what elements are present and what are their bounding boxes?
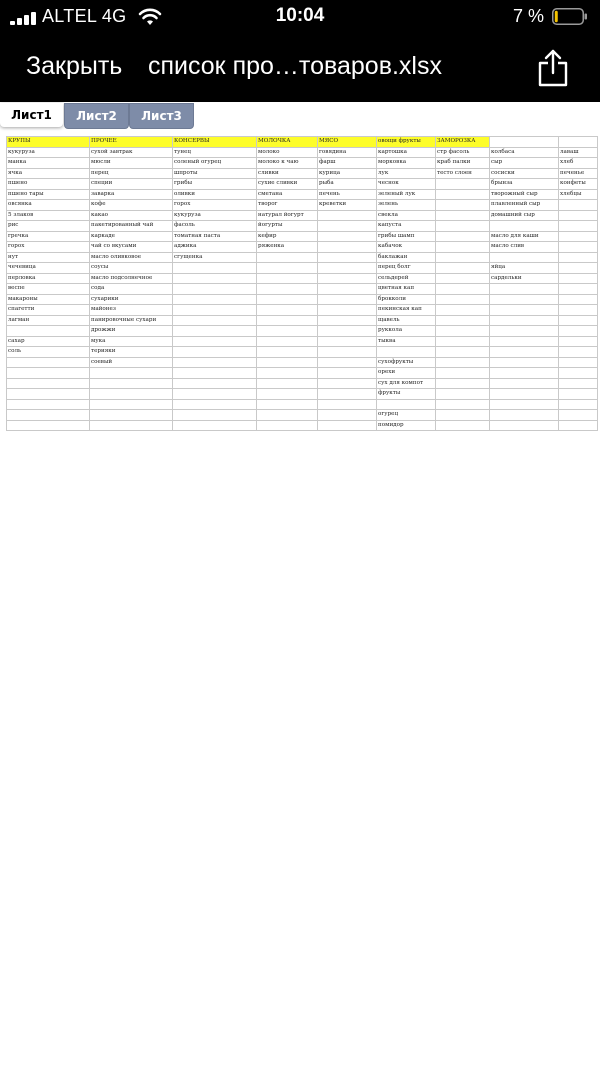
table-cell[interactable]: картошка (377, 147, 436, 158)
table-cell[interactable]: сельдерей (377, 273, 436, 284)
table-cell[interactable] (318, 326, 377, 337)
table-cell[interactable] (318, 305, 377, 316)
table-cell[interactable] (559, 315, 598, 326)
table-cell[interactable] (318, 399, 377, 410)
table-cell[interactable]: дрожжи (90, 326, 173, 337)
table-cell[interactable]: брокколи (377, 294, 436, 305)
table-cell[interactable]: тыква (377, 336, 436, 347)
table-cell[interactable] (173, 284, 257, 295)
table-cell[interactable] (559, 410, 598, 421)
table-cell[interactable] (257, 410, 318, 421)
table-row (7, 231, 598, 242)
table-cell[interactable] (490, 410, 559, 421)
table-cell[interactable]: мюсли (90, 158, 173, 169)
table-cell[interactable] (318, 273, 377, 284)
table-cell[interactable]: сухофрукты (377, 357, 436, 368)
battery-icon (552, 8, 588, 25)
table-cell[interactable] (436, 315, 490, 326)
table-cell[interactable]: руккола (377, 326, 436, 337)
table-cell[interactable] (257, 378, 318, 389)
table-cell[interactable]: грибы шамп (377, 231, 436, 242)
table-cell[interactable] (436, 357, 490, 368)
table-cell[interactable] (257, 326, 318, 337)
table-cell[interactable] (490, 420, 559, 431)
table-cell[interactable] (173, 263, 257, 274)
table-cell[interactable] (436, 305, 490, 316)
table-cell[interactable]: масло для каши (490, 231, 559, 242)
table-cell[interactable]: натурал йогурт (257, 210, 318, 221)
table-cell[interactable] (559, 210, 598, 221)
table-cell[interactable] (318, 221, 377, 232)
header-cell[interactable]: ЗАМОРОЗКА (436, 137, 490, 148)
tab-sheet-2[interactable]: Лист2 (64, 103, 129, 129)
table-cell[interactable] (490, 399, 559, 410)
clock: 10:04 (275, 5, 325, 26)
table-cell[interactable] (559, 378, 598, 389)
table-cell[interactable] (436, 368, 490, 379)
table-cell[interactable] (436, 399, 490, 410)
table-cell[interactable] (436, 242, 490, 253)
table-cell[interactable] (257, 305, 318, 316)
table-row (7, 263, 598, 274)
table-cell[interactable]: пшено (7, 179, 90, 190)
table-cell[interactable]: соленый огурец (173, 158, 257, 169)
table-row (7, 294, 598, 305)
table-cell[interactable]: сосиски (490, 168, 559, 179)
table-cell[interactable]: брынза (490, 179, 559, 190)
status-bar (0, 0, 600, 34)
table-row (7, 326, 598, 337)
table-cell[interactable] (90, 368, 173, 379)
table-cell[interactable]: тунец (173, 147, 257, 158)
table-cell[interactable]: овсянка (7, 200, 90, 211)
table-row (7, 420, 598, 431)
table-cell[interactable] (318, 357, 377, 368)
table-cell[interactable]: майонез (90, 305, 173, 316)
table-cell[interactable] (436, 284, 490, 295)
table-cell[interactable]: сухарики (90, 294, 173, 305)
header-cell[interactable]: овощи фрукты (377, 137, 436, 148)
table-cell[interactable]: макароны (7, 294, 90, 305)
table-row (7, 368, 598, 379)
table-cell[interactable] (173, 410, 257, 421)
table-row (7, 221, 598, 232)
table-cell[interactable] (173, 336, 257, 347)
sheet-tabs (0, 103, 600, 129)
table-row (7, 147, 598, 158)
table-row (7, 284, 598, 295)
table-cell[interactable]: соевый (90, 357, 173, 368)
table-cell[interactable] (90, 399, 173, 410)
battery-percent: 7 % (512, 6, 544, 26)
table-cell[interactable]: горох (7, 242, 90, 253)
table-cell[interactable]: лук (377, 168, 436, 179)
table-cell[interactable]: соль (7, 347, 90, 358)
table-cell[interactable]: специи (90, 179, 173, 190)
table-cell[interactable] (436, 336, 490, 347)
table-cell[interactable]: 5 злаков (7, 210, 90, 221)
table-cell[interactable]: говядина (318, 147, 377, 158)
table-cell[interactable]: кабачок (377, 242, 436, 253)
header-cell[interactable] (490, 137, 559, 148)
table-cell[interactable] (7, 378, 90, 389)
table-row (7, 389, 598, 400)
table-cell[interactable] (559, 284, 598, 295)
header-cell[interactable]: КОНСЕРВЫ (173, 137, 257, 148)
table-cell[interactable] (559, 294, 598, 305)
table-cell[interactable]: хлеб (559, 158, 598, 169)
table-cell[interactable] (173, 357, 257, 368)
table-cell[interactable] (257, 389, 318, 400)
table-cell[interactable]: чеснок (377, 179, 436, 190)
table-cell[interactable]: сыр (490, 158, 559, 169)
table-cell[interactable]: ячка (7, 168, 90, 179)
table-cell[interactable] (436, 189, 490, 200)
spreadsheet-grid[interactable] (6, 136, 598, 431)
table-cell[interactable] (257, 399, 318, 410)
table-cell[interactable]: сахар (7, 336, 90, 347)
table-cell[interactable] (257, 368, 318, 379)
table-row (7, 252, 598, 263)
table-cell[interactable] (173, 368, 257, 379)
table-cell[interactable]: колбаса (490, 147, 559, 158)
table-row (7, 315, 598, 326)
table-cell[interactable] (257, 263, 318, 274)
table-cell[interactable]: кофе (90, 200, 173, 211)
table-cell[interactable] (7, 420, 90, 431)
table-cell[interactable] (318, 263, 377, 274)
table-cell[interactable]: заварка (90, 189, 173, 200)
table-cell[interactable] (559, 200, 598, 211)
table-cell[interactable] (7, 368, 90, 379)
table-cell[interactable]: перец (90, 168, 173, 179)
table-cell[interactable] (318, 410, 377, 421)
table-cell[interactable] (318, 347, 377, 358)
table-cell[interactable] (257, 273, 318, 284)
table-cell[interactable]: оливки (173, 189, 257, 200)
table-cell[interactable]: фасоль (173, 221, 257, 232)
table-cell[interactable] (436, 294, 490, 305)
table-cell[interactable]: манка (7, 158, 90, 169)
table-cell[interactable]: лаваш (559, 147, 598, 158)
table-cell[interactable] (490, 357, 559, 368)
table-cell[interactable]: аджика (173, 242, 257, 253)
table-cell[interactable]: рис (7, 221, 90, 232)
table-cell[interactable] (90, 420, 173, 431)
table-cell[interactable] (559, 357, 598, 368)
table-cell[interactable]: масло оливковое (90, 252, 173, 263)
table-cell[interactable] (559, 347, 598, 358)
table-row (7, 378, 598, 389)
table-cell[interactable] (559, 221, 598, 232)
table-cell[interactable] (436, 389, 490, 400)
table-cell[interactable]: хлебцы (559, 189, 598, 200)
table-cell[interactable]: кукуруза (173, 210, 257, 221)
table-cell[interactable] (559, 399, 598, 410)
table-cell[interactable]: сух для компот (377, 378, 436, 389)
table-cell[interactable] (173, 378, 257, 389)
table-cell[interactable]: свекла (377, 210, 436, 221)
table-cell[interactable] (318, 368, 377, 379)
table-cell[interactable] (257, 336, 318, 347)
table-cell[interactable] (490, 378, 559, 389)
table-cell[interactable]: мука (90, 336, 173, 347)
table-cell[interactable] (436, 326, 490, 337)
document-title: список про…товаров.xlsx (148, 52, 442, 80)
table-cell[interactable] (318, 389, 377, 400)
table-cell[interactable]: молоко к чаю (257, 158, 318, 169)
table-cell[interactable]: какао (90, 210, 173, 221)
table-cell[interactable] (7, 399, 90, 410)
table-cell[interactable] (490, 294, 559, 305)
table-cell[interactable] (436, 252, 490, 263)
table-cell[interactable] (173, 326, 257, 337)
table-cell[interactable]: печенье (559, 168, 598, 179)
table-row (7, 168, 598, 179)
table-cell[interactable]: кукуруза (7, 147, 90, 158)
table-cell[interactable] (377, 347, 436, 358)
table-cell[interactable] (559, 326, 598, 337)
table-cell[interactable]: творожный сыр (490, 189, 559, 200)
table-cell[interactable] (318, 336, 377, 347)
table-cell[interactable]: цветная кап (377, 284, 436, 295)
table-cell[interactable] (436, 210, 490, 221)
table-cell[interactable]: перловка (7, 273, 90, 284)
table-cell[interactable] (90, 410, 173, 421)
table-cell[interactable]: йогурты (257, 221, 318, 232)
table-cell[interactable]: молоко (257, 147, 318, 158)
table-cell[interactable] (490, 347, 559, 358)
table-cell[interactable] (490, 368, 559, 379)
table-cell[interactable]: морковка (377, 158, 436, 169)
table-cell[interactable] (257, 294, 318, 305)
navigation-bar (0, 42, 600, 98)
table-row (7, 399, 598, 410)
table-cell[interactable] (257, 315, 318, 326)
table-cell[interactable]: яйца (490, 263, 559, 274)
table-cell[interactable] (559, 231, 598, 242)
table-row (7, 410, 598, 421)
table-cell[interactable] (490, 326, 559, 337)
table-cell[interactable] (436, 420, 490, 431)
table-cell[interactable]: огурец (377, 410, 436, 421)
table-cell[interactable]: спагетти (7, 305, 90, 316)
table-cell[interactable]: чечевица (7, 263, 90, 274)
table-cell[interactable] (7, 326, 90, 337)
close-button[interactable]: Закрыть (26, 52, 123, 80)
table-row (7, 347, 598, 358)
table-cell[interactable] (559, 263, 598, 274)
table-cell[interactable]: зеленый лук (377, 189, 436, 200)
table-cell[interactable]: пакетированный чай (90, 221, 173, 232)
table-cell[interactable] (436, 179, 490, 190)
table-cell[interactable]: щавель (377, 315, 436, 326)
table-row (7, 210, 598, 221)
table-row (7, 336, 598, 347)
table-cell[interactable]: курица (318, 168, 377, 179)
tab-sheet-3[interactable]: Лист3 (129, 103, 194, 129)
table-cell[interactable] (559, 252, 598, 263)
table-cell[interactable] (173, 294, 257, 305)
table-cell[interactable]: сухой завтрак (90, 147, 173, 158)
table-cell[interactable]: домашний сыр (490, 210, 559, 221)
table-cell[interactable] (436, 347, 490, 358)
table-cell[interactable]: баклажан (377, 252, 436, 263)
table-cell[interactable]: краб палки (436, 158, 490, 169)
table-cell[interactable] (559, 336, 598, 347)
table-cell[interactable]: терияки (90, 347, 173, 358)
table-cell[interactable]: кефир (257, 231, 318, 242)
table-cell[interactable]: сливки (257, 168, 318, 179)
table-cell[interactable] (490, 284, 559, 295)
table-cell[interactable] (559, 242, 598, 253)
table-cell[interactable]: чай со вкусами (90, 242, 173, 253)
table-cell[interactable] (436, 200, 490, 211)
table-cell[interactable] (173, 399, 257, 410)
table-cell[interactable] (318, 231, 377, 242)
table-cell[interactable] (318, 378, 377, 389)
table-cell[interactable]: рыба (318, 179, 377, 190)
table-cell[interactable]: сухие сливки (257, 179, 318, 190)
table-cell[interactable] (490, 252, 559, 263)
table-cell[interactable] (559, 389, 598, 400)
table-cell[interactable]: сгущенка (173, 252, 257, 263)
table-cell[interactable] (318, 315, 377, 326)
table-row (7, 158, 598, 169)
table-cell[interactable] (377, 399, 436, 410)
table-cell[interactable] (318, 252, 377, 263)
table-cell[interactable]: масло слив (490, 242, 559, 253)
table-cell[interactable]: сметана (257, 189, 318, 200)
table-cell[interactable] (318, 420, 377, 431)
table-cell[interactable]: плавленный сыр (490, 200, 559, 211)
table-cell[interactable]: фрукты (377, 389, 436, 400)
table-cell[interactable] (559, 420, 598, 431)
table-cell[interactable] (559, 273, 598, 284)
table-row (7, 273, 598, 284)
table-cell[interactable] (436, 231, 490, 242)
table-cell[interactable]: горох (173, 200, 257, 211)
table-cell[interactable]: лагман (7, 315, 90, 326)
table-row (7, 357, 598, 368)
table-cell[interactable] (490, 305, 559, 316)
header-row (7, 137, 598, 148)
table-cell[interactable] (490, 336, 559, 347)
table-row (7, 179, 598, 190)
table-cell[interactable] (173, 315, 257, 326)
table-cell[interactable] (173, 389, 257, 400)
table-cell[interactable]: сода (90, 284, 173, 295)
table-cell[interactable] (436, 273, 490, 284)
table-cell[interactable]: конфеты (559, 179, 598, 190)
table-cell[interactable] (318, 294, 377, 305)
header-cell[interactable]: МОЛОЧКА (257, 137, 318, 148)
table-cell[interactable]: нут (7, 252, 90, 263)
table-cell[interactable]: пшено тары (7, 189, 90, 200)
table-cell[interactable]: тесто слоен (436, 168, 490, 179)
table-cell[interactable] (490, 315, 559, 326)
table-cell[interactable] (7, 410, 90, 421)
header-cell[interactable]: КРУПЫ (7, 137, 90, 148)
table-cell[interactable] (436, 263, 490, 274)
table-cell[interactable] (173, 305, 257, 316)
header-cell[interactable]: МЯСО (318, 137, 377, 148)
table-row (7, 200, 598, 211)
table-cell[interactable]: томатная паста (173, 231, 257, 242)
tab-sheet-1[interactable]: Лист1 (0, 103, 63, 127)
header-cell[interactable]: ПРОЧЕЕ (90, 137, 173, 148)
table-cell[interactable]: творог (257, 200, 318, 211)
table-cell[interactable] (173, 273, 257, 284)
table-cell[interactable] (436, 221, 490, 232)
table-cell[interactable]: перец болг (377, 263, 436, 274)
table-cell[interactable]: пекинская кап (377, 305, 436, 316)
table-cell[interactable]: капуста (377, 221, 436, 232)
table-cell[interactable] (257, 252, 318, 263)
table-row (7, 189, 598, 200)
table-cell[interactable] (90, 378, 173, 389)
table-cell[interactable] (436, 378, 490, 389)
table-cell[interactable]: зелень (377, 200, 436, 211)
table-cell[interactable]: соусы (90, 263, 173, 274)
table-cell[interactable] (490, 221, 559, 232)
table-cell[interactable] (318, 284, 377, 295)
table-cell[interactable] (257, 284, 318, 295)
table-cell[interactable] (318, 242, 377, 253)
table-cell[interactable] (490, 389, 559, 400)
share-icon[interactable] (536, 48, 570, 88)
table-cell[interactable]: каркаде (90, 231, 173, 242)
table-cell[interactable] (7, 357, 90, 368)
table-cell[interactable]: печень (318, 189, 377, 200)
table-cell[interactable]: панировочные сухари (90, 315, 173, 326)
carrier-label: ALTEL 4G (42, 6, 127, 26)
top-bar (0, 0, 600, 102)
table-cell[interactable]: ряженка (257, 242, 318, 253)
table-cell[interactable]: орехи (377, 368, 436, 379)
table-cell[interactable]: помидор (377, 420, 436, 431)
table-cell[interactable] (318, 210, 377, 221)
table-cell[interactable]: масло подсолнечное (90, 273, 173, 284)
table-row (7, 242, 598, 253)
table-cell[interactable]: шпроты (173, 168, 257, 179)
table-cell[interactable] (257, 420, 318, 431)
table-cell[interactable]: стр фасоль (436, 147, 490, 158)
table-cell[interactable] (436, 410, 490, 421)
table-row (7, 305, 598, 316)
table-cell[interactable] (559, 368, 598, 379)
table-cell[interactable] (7, 389, 90, 400)
table-cell[interactable]: веспе (7, 284, 90, 295)
table-cell[interactable] (173, 420, 257, 431)
table-cell[interactable]: фарш (318, 158, 377, 169)
table-cell[interactable]: грибы (173, 179, 257, 190)
table-cell[interactable] (257, 357, 318, 368)
header-cell[interactable] (559, 137, 598, 148)
table-cell[interactable]: гречка (7, 231, 90, 242)
table-cell[interactable] (257, 347, 318, 358)
table-cell[interactable] (90, 389, 173, 400)
table-cell[interactable]: сардельки (490, 273, 559, 284)
table-cell[interactable] (559, 305, 598, 316)
table-cell[interactable]: креветки (318, 200, 377, 211)
table-cell[interactable] (173, 347, 257, 358)
